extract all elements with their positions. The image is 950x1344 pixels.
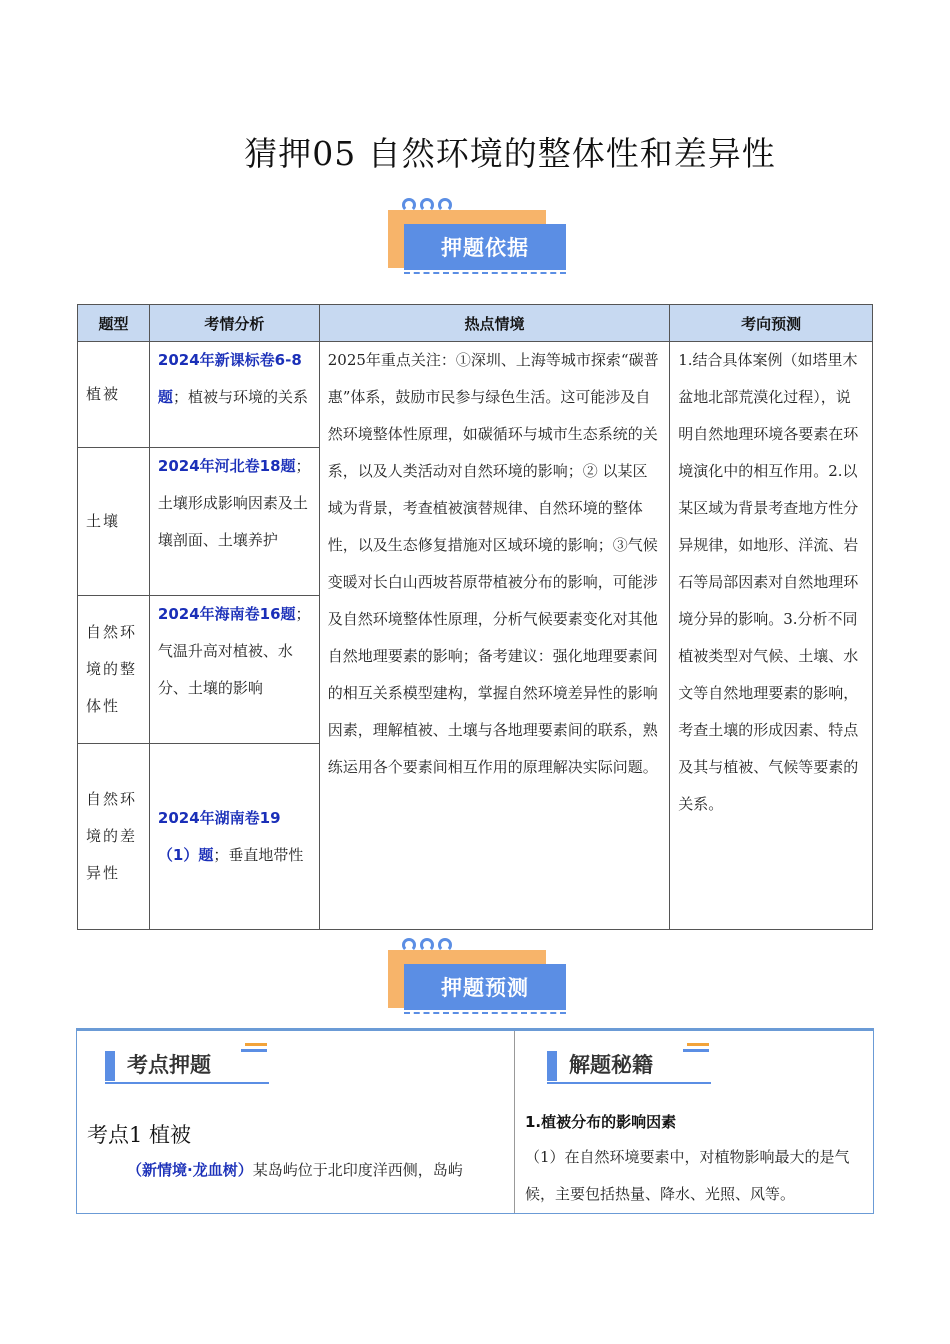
analysis-cell: 2024年海南卷16题；气温升高对植被、水分、土壤的影响: [149, 596, 319, 744]
type-cell: 植被: [78, 342, 150, 448]
table-row: [78, 342, 873, 448]
banner-prediction-label: 押题预测: [404, 964, 566, 1010]
basis-table: [77, 304, 873, 930]
kaodian-title: 考点1 植被: [87, 1123, 192, 1147]
table-header-row: [78, 305, 873, 342]
banner-prediction: [382, 938, 572, 1024]
header-forecast: 考向预测: [670, 305, 873, 342]
header-hotspot: 热点情境: [319, 305, 670, 342]
tip-text: （1）在自然环境要素中，对植物影响最大的是气候，主要包括热量、降水、光照、风等。: [525, 1148, 850, 1203]
type-cell: 自然环境的整体性: [78, 596, 150, 744]
tip-title: 1.植被分布的影响因素: [525, 1113, 677, 1131]
analysis-cell: 2024年河北卷18题；土壤形成影响因素及土壤剖面、土壤养护: [149, 448, 319, 596]
rings-icon: [402, 938, 452, 952]
analysis-cell: 2024年湖南卷19（1）题；垂直地带性: [149, 744, 319, 930]
forecast-cell: 1.结合具体案例（如塔里木盆地北部荒漠化过程），说明自然地理环境各要素在环境演化中的相互作用。2.以某区域为背景考查地方性分异规律，如地形、洋流、岩石等局部因素对自然地理环境分异的影响。3.分析不同植被类型对气候、土壤、水文等自然地理要素的影响，考查土壤的形成因素、特点及其与植被、气候等要素的关系。: [670, 342, 873, 930]
hotspot-cell: 2025年重点关注：①深圳、上海等城市探索“碳普惠”体系，鼓励市民参与绿色生活。这可能涉及自然环境整体性原理，如碳循环与城市生态系统的关系，以及人类活动对自然环境的影响；② 以某区域为背景，考查植被演替规律、自然环境的整体性，以及生态修复措施对区域环境的影响；③气候变暖对长白山西坡苔原带植被分布的影响，可能涉及自然环境整体性原理，分析气候要素变化对其他自然地理要素的影响；备考建议：强化地理要素间的相互关系模型建构，掌握自然环境差异性的影响因素，理解植被、土壤与各地理要素间的联系，熟练运用各个要素间相互作用的原理解决实际问题。: [319, 342, 670, 930]
header-analysis: 考情分析: [149, 305, 319, 342]
banner-basis-label: 押题依据: [404, 224, 566, 270]
type-cell: 土壤: [78, 448, 150, 596]
type-cell: 自然环境的差异性: [78, 744, 150, 930]
banner-basis: [382, 198, 572, 284]
page-title: 猜押05 自然环境的整体性和差异性: [244, 134, 776, 173]
prediction-box: 考点押题 解题秘籍 考点1 植被 （新情境·龙血树）某岛屿位于北印度洋西侧，岛屿 1.植被分布的影响因素 （1）在自然环境要素中，对植物影响最大的是气候，主要包括热量、降水、光照、风等。: [76, 1028, 874, 1214]
header-type: 题型: [78, 305, 150, 342]
analysis-cell: 2024年新课标卷6-8题；植被与环境的关系: [149, 342, 319, 448]
kaodian-text: （新情境·龙血树）某岛屿位于北印度洋西侧，岛屿: [127, 1161, 463, 1179]
rings-icon: [402, 198, 452, 212]
